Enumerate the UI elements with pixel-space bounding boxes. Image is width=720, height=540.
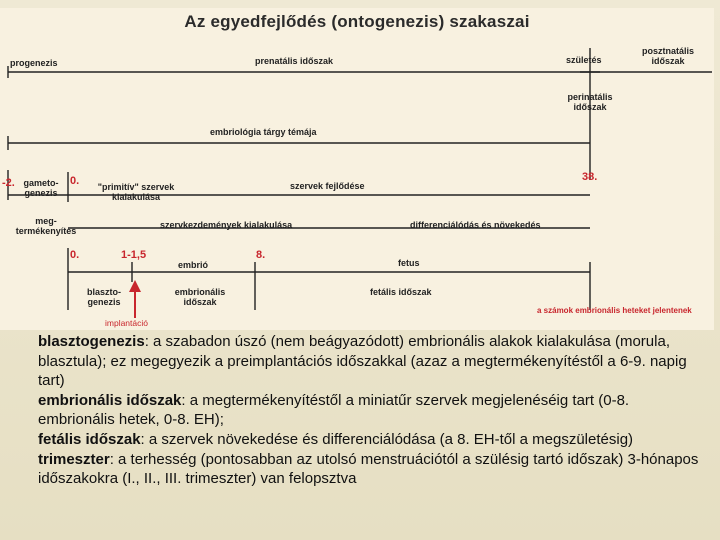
label-embrionalis-idoszak: embrionális időszak bbox=[174, 287, 226, 307]
label-primitiv: "primitív" szervek kialakulása bbox=[97, 182, 175, 202]
label-gametogenezis: gameto- genezis bbox=[23, 178, 59, 198]
label-minus2: -2. bbox=[2, 177, 15, 189]
label-megtermekenyites: meg- termékenyítés bbox=[15, 216, 77, 236]
label-embriologia: embriológia tárgy témája bbox=[210, 127, 317, 137]
definition-fetalis: fetális időszak: a szervek növekedése és differenciálódása (a 8. EH-től a megszületésig) bbox=[38, 430, 634, 448]
label-fetus: fetus bbox=[398, 258, 420, 268]
label-differencialodas: differenciálódás és növekedés bbox=[410, 220, 541, 230]
label-posztnatalis: posztnatális időszak bbox=[641, 46, 694, 66]
definition-embrionalis: embrionális időszak: a megtermékenyítéstől a miniatűr szervek megjelenéséig tart (0-8. embrionális hetek, 0-8. EH); bbox=[38, 391, 630, 429]
label-progenezis: progenezis bbox=[10, 58, 58, 68]
label-szervkezdemenyek: szervkezdemények kialakulása bbox=[160, 220, 293, 230]
label-zero-b: 0. bbox=[70, 249, 80, 261]
label-szervek-fejlodese: szervek fejlődése bbox=[290, 181, 365, 191]
label-zero-a: 0. bbox=[70, 175, 80, 187]
definition-trimeszter: trimeszter: a terhesség (pontosabban az utolsó menstruációtól a szülésig tartó időszak) 3-hónapos időszakokra (I., II., III. trimeszter) van felopsztva bbox=[38, 450, 699, 488]
label-note: a számok embrionális heteket jelentenek bbox=[537, 306, 692, 315]
label-perinatalis: perinatális időszak bbox=[567, 92, 613, 112]
label-38: 38. bbox=[582, 171, 598, 183]
definitions-text bbox=[38, 332, 708, 489]
label-prenatalis: prenatális időszak bbox=[255, 56, 334, 66]
definition-blasztogenezis: blasztogenezis: a szabadon úszó (nem beágyazódott) embrionális alakok kialakulása (morula, blasztula); ez megegyezik a preimplantációs időszakkal (azaz a megtermékenyítéstől a 6-9. napig tart) bbox=[38, 333, 687, 390]
label-1-1-5: 1-1,5 bbox=[121, 249, 147, 261]
label-fetalis-idoszak: fetális időszak bbox=[370, 287, 432, 297]
slide-title: Az egyedfejlődés (ontogenezis) szakaszai bbox=[184, 12, 530, 31]
label-8: 8. bbox=[256, 249, 266, 261]
label-blasztogenezis: blasztо- genezis bbox=[86, 287, 121, 307]
label-implantacio: implantáció bbox=[105, 318, 148, 328]
label-szuletes: születés bbox=[566, 55, 602, 65]
label-embrio: embrió bbox=[178, 260, 209, 270]
